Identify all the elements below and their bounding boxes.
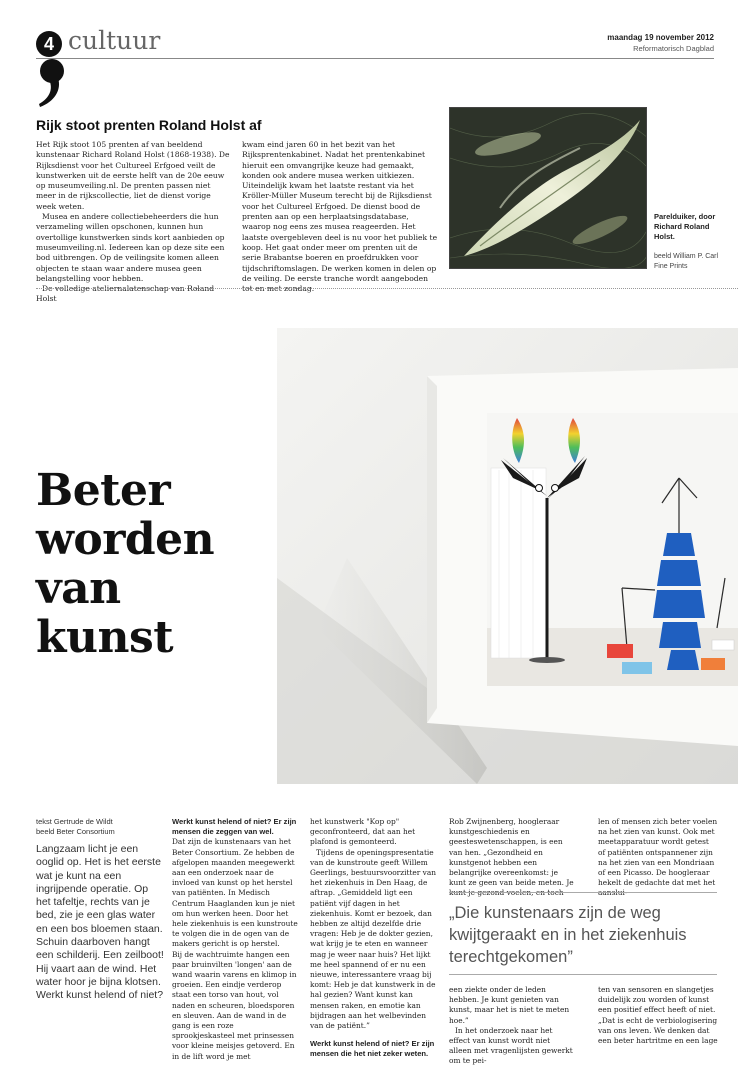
paragraph: ten van sensoren en slangetjes duidelijk zou worden of kunst een positief effect heeft of niet. „Dat is echt de verbiologisering van ons leven. We denken dat een beter hartritme en een lage xyxy=(598,985,718,1046)
headline-line: worden xyxy=(36,514,215,565)
body-column-4-bottom xyxy=(598,985,718,1046)
body-column-1 xyxy=(172,817,298,1062)
pull-quote-rule xyxy=(449,892,717,893)
pull-quote-rule xyxy=(449,974,717,975)
publication-date: maandag 19 november 2012 xyxy=(607,33,714,42)
headline-line: Beter xyxy=(36,465,171,516)
page-number-badge: 4 xyxy=(36,31,62,57)
headline-line: van xyxy=(36,563,121,614)
section-title: cultuur xyxy=(68,26,161,55)
newspaper-name: Reformatorisch Dagblad xyxy=(633,44,714,53)
byline-image: beeld Beter Consortium xyxy=(36,827,115,836)
body-column-3-bottom xyxy=(449,985,575,1067)
body-column-4-top xyxy=(598,817,718,899)
paragraph: In het onderzoek naar het effect van kunst wordt niet alleen met vragenlijsten gewerkt om te pei- xyxy=(449,1025,573,1066)
paragraph: Het Rijk stoot 105 prenten af van beeldend kunstenaar Richard Roland Holst (1868-1938). De Rijksdienst voor het Cultureel Erfgoed veilt de kunstwerken uit de eerste helft van de 20e eeuw op museumveiling.nl. De prenten passen niet meer in de rijkscollectie, liet de dienst vorige week weten. xyxy=(36,140,230,211)
paragraph: Dat zijn de kunstenaars van het Beter Consortium. Ze hebben de afgelopen maanden meegewerkt aan een onderzoek naar de invloed van kunst op het herstel van patiënten. In Medisch Centrum Haaglanden kun je niet om hun werken heen. Door het hele ziekenhuis is een kunstroute te volgen die in de ogen van de makers gericht is op herstel. xyxy=(172,837,298,949)
article-column-2 xyxy=(242,140,438,294)
article-separator xyxy=(36,288,738,289)
paragraph: De volledige ateliernalatenschap van Roland Holst xyxy=(36,284,215,304)
paragraph: Musea en andere collectiebeheerders die hun verzameling willen opschonen, kunnen hun overtollige kunstwerken sinds kort aanbieden op museumveiling.nl. Iedereen kan op deze site een bod uitbrengen. Op de veilingsite komen alleen objecten te staan waar andere musea geen belangstelling voor hebben. xyxy=(36,212,225,283)
paragraph: het kunstwerk "Kop op" geconfronteerd, dat aan het plafond is gemonteerd. xyxy=(310,817,416,847)
feature-headline xyxy=(36,466,214,662)
body-column-2 xyxy=(310,817,436,1060)
pull-quote: „Die kunstenaars zijn de weg kwijtgeraakt en in het ziekenhuis terechtgekomen” xyxy=(449,904,687,966)
paragraph: een ziekte onder de leden hebben. Je kunt genieten van kunst, maar het is niet te meten hoe.” xyxy=(449,985,570,1025)
byline xyxy=(36,817,115,837)
headline-line: kunst xyxy=(36,612,174,663)
body-column-3-top xyxy=(449,817,575,899)
paragraph: Tijdens de openingspresentatie van de kunstroute geeft Willem Geerlings, bestuursvoorzitter van het ziekenhuis in Den Haag, de aftrap. „Gemiddeld ligt een patiënt vijf dagen in het ziekenhuis. Komt er bezoek, dan hebben ze altijd dezelfde drie vragen: Heb je de dokter gezien, wat krijg je te eten en wanneer mag je weer naar huis? Het lijkt me heel spannend of er nu een nieuwe, interessantere vraag bij komt: Heb je dat kunstwerk in de hal gezien? Want kunst kan mensen raken, en emotie kan bijdragen aan het welbevinden van de patiënt.” xyxy=(310,847,437,1031)
lead-question: Werkt kunst helend of niet? Er zijn mensen die het niet zeker weten. xyxy=(310,1039,435,1059)
byline-author: tekst Gertrude de Wildt xyxy=(36,817,113,826)
comma-logo-icon xyxy=(36,58,68,108)
paragraph: Bij de wachtruimte hangen een paar bruinvilten 'longen' aan de wand waarin varens en klimop in groeien. Een eindje verderop staat een torso van hout, vol naden en scheuren, bloedsporen en sleuven. Aan de wand in de gang is een roze sprookjeskasteel met prinsessen voor kleine meisjes getoverd. En in de lift word je met xyxy=(172,949,297,1061)
article-intro: Langzaam licht je een ooglid op. Het is het eerste wat je kunt na een ingrijpende operatie. Op het tafeltje, rechts van je bed, zie je een glas water en een bos bloemen staan. Schuin daarboven hangt een schilderij. Een zeilboot! Hij vaart aan de wind. Het water hoor je bijna klotsen. Werkt kunst helend of niet? xyxy=(36,843,164,1002)
image-caption: Parelduiker, door Richard Roland Holst. xyxy=(654,212,716,241)
header-rule xyxy=(36,58,714,59)
image-credit: beeld William P. Carl Fine Prints xyxy=(654,253,719,270)
article-column-1 xyxy=(36,140,232,305)
paragraph: len of mensen zich beter voelen na het zien van kunst. Ook met meetapparatuur wordt getest of patiënten ontspannener zijn na het zien van een Mondriaan of een Picasso. De hoogleraar hekelt de gedachte dat met het xyxy=(598,817,718,888)
art-installation-photo xyxy=(277,328,738,784)
lead-question: Werkt kunst helend of niet? Er zijn mensen die zeggen van wel. xyxy=(172,817,297,837)
paragraph: Rob Zwijnenberg, hoogleraar kunstgeschiedenis en geesteswetenschappen, is een van hen. „Gezondheid en kunstgenot hebben een belangrijke overeenkomst: je kunt ze geen van beide meten. Je xyxy=(449,817,574,888)
paragraph: kwam eind jaren 60 in het bezit van het Rijksprentenkabinet. Nadat het prentenkabinet hieruit een omvangrijke keuze had gemaakt, konden ook andere musea werken uitkiezen. Uiteindelijk kwam het laatste restant via het Kröller-Müller Museum terecht bij de Rijksdienst voor het Cultureel Erfgoed. De dienst bood de prenten aan op een herplaatsingsdatabase, waarop nog eens zes musea reageerden. Het laatste overgebleven deel is nu voor het publiek te koop. Het gaat onder meer om prenten uit de serie Brabantse boeren en proefdrukken voor tijdschriftomslagen. De werken komen in delen op de veiling. De eerste tranche wordt aangeboden tot en met zondag. xyxy=(242,140,438,294)
parelduiker-print-image xyxy=(449,107,647,269)
article-title: Rijk stoot prenten Roland Holst af xyxy=(36,117,262,133)
